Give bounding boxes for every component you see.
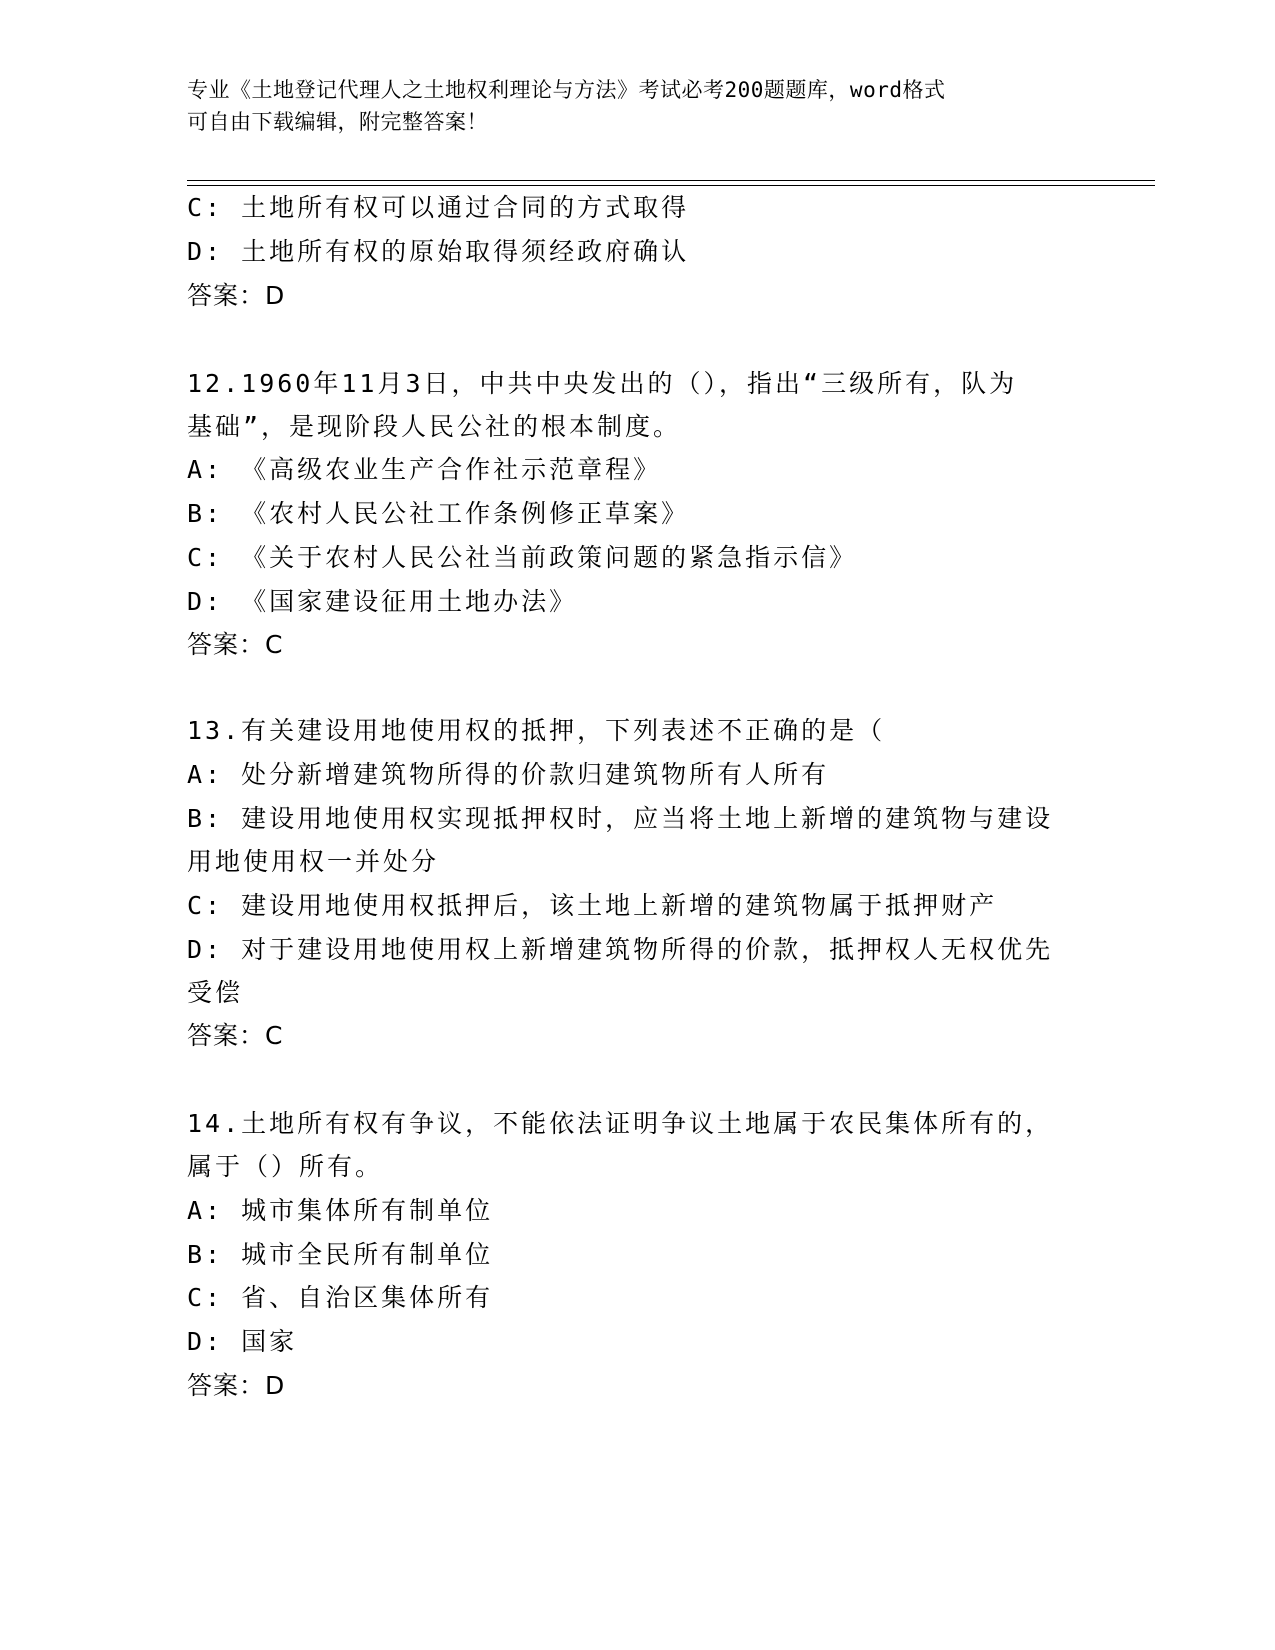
q11-option-d: D: 土地所有权的原始取得须经政府确认: [187, 237, 690, 266]
header-divider-top: [187, 180, 1155, 181]
q14-option-c: C: 省、自治区集体所有: [187, 1283, 494, 1312]
q12-stem-line-1: 12.1960年11月3日，中共中央发出的（），指出“三级所有，队为: [187, 369, 1018, 398]
q13-option-a: A: 处分新增建筑物所得的价款归建筑物所有人所有: [187, 760, 830, 789]
q12-option-b: B: 《农村人民公社工作条例修正草案》: [187, 499, 690, 528]
header-line-2: 可自由下载编辑，附完整答案！: [187, 110, 488, 134]
header-divider-bottom: [187, 185, 1155, 186]
q13-stem-line-1: 13.有关建设用地使用权的抵押，下列表述不正确的是（: [187, 716, 886, 745]
q13-option-c: C: 建设用地使用权抵押后，该土地上新增的建筑物属于抵押财产: [187, 891, 998, 920]
q14-option-b: B: 城市全民所有制单位: [187, 1240, 494, 1269]
q12-option-c: C: 《关于农村人民公社当前政策问题的紧急指示信》: [187, 543, 858, 572]
q13-option-b-line-2: 用地使用权一并处分: [187, 847, 440, 876]
q14-option-a: A: 城市集体所有制单位: [187, 1196, 494, 1225]
q12-stem-line-2: 基础”，是现阶段人民公社的根本制度。: [187, 412, 682, 441]
q11-answer: 答案：D: [187, 281, 286, 310]
q13-option-d-line-1: D: 对于建设用地使用权上新增建筑物所得的价款，抵押权人无权优先: [187, 935, 1054, 964]
q12-option-d: D: 《国家建设征用土地办法》: [187, 587, 578, 616]
q12-answer: 答案：C: [187, 630, 284, 659]
header-line-1: 专业《土地登记代理人之土地权利理论与方法》考试必考200题题库，word格式: [187, 78, 946, 102]
q13-answer: 答案：C: [187, 1021, 284, 1050]
q14-stem-line-2: 属于（）所有。: [187, 1152, 384, 1181]
q14-answer: 答案：D: [187, 1371, 286, 1400]
q14-stem-line-1: 14.土地所有权有争议，不能依法证明争议土地属于农民集体所有的，: [187, 1109, 1054, 1138]
q12-option-a: A: 《高级农业生产合作社示范章程》: [187, 455, 662, 484]
document-header: [187, 74, 1087, 138]
q13-option-d-line-2: 受偿: [187, 978, 244, 1007]
q13-option-b-line-1: B: 建设用地使用权实现抵押权时，应当将土地上新增的建筑物与建设: [187, 804, 1054, 833]
q14-option-d: D: 国家: [187, 1327, 298, 1356]
q11-option-c: C: 土地所有权可以通过合同的方式取得: [187, 193, 690, 222]
